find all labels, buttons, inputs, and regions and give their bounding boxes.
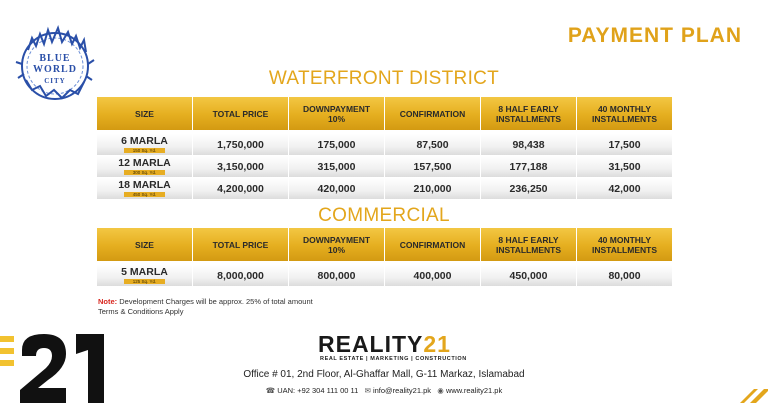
header-total-price: TOTAL PRICE [193,228,288,261]
page-title: PAYMENT PLAN [567,24,742,47]
header-downpayment: DOWNPAYMENT 10% [289,97,384,130]
website-link[interactable]: www.reality21.pk [445,386,503,395]
half-early-cell: 98,438 [481,134,576,155]
total-price-cell: 3,150,000 [193,156,288,177]
reality21-brand [318,332,451,356]
monthly-cell: 42,000 [577,178,672,199]
logo-line-1: BLUE [39,53,71,64]
size-cell: 6 MARLA 150 Sq. Yd. [97,134,192,155]
contact-line [0,386,768,395]
section-title-waterfront: WATERFRONT DISTRICT [268,68,500,89]
corner-stripes-decoration [734,383,768,403]
header-monthly: 40 MONTHLY INSTALLMENTS [577,97,672,130]
downpayment-cell: 175,000 [289,134,384,155]
office-address: Office # 01, 2nd Floor, Al-Ghaffar Mall, G-11 Markaz, Islamabad [243,369,525,380]
logo-line-2: WORLD [33,64,77,75]
header-total-price: TOTAL PRICE [193,97,288,130]
monthly-cell: 17,500 [577,134,672,155]
email-icon: ✉ [364,386,371,395]
header-confirmation: CONFIRMATION [385,97,480,130]
uan-text: UAN: +92 304 111 00 11 [277,386,359,395]
table-row [97,134,672,155]
blue-world-city-logo [12,24,98,104]
globe-icon: ◉ [437,386,444,395]
half-early-cell: 177,188 [481,156,576,177]
size-cell: 18 MARLA 450 Sq. Yd. [97,178,192,199]
total-price-cell: 4,200,000 [193,178,288,199]
downpayment-cell: 315,000 [289,156,384,177]
note-text: Development Charges will be approx. 25% of total amount [117,297,313,306]
email-link[interactable]: info@reality21.pk [372,386,432,395]
confirmation-cell: 87,500 [385,134,480,155]
total-price-cell: 8,000,000 [193,265,288,286]
size-cell: 5 MARLA 125 Sq. Yd. [97,265,192,286]
monthly-cell: 31,500 [577,156,672,177]
terms-text: Terms & Conditions Apply [98,307,184,316]
table-row [97,178,672,199]
table-row [97,156,672,177]
downpayment-cell: 420,000 [289,178,384,199]
header-downpayment: DOWNPAYMENT 10% [289,228,384,261]
header-size: SIZE [97,97,192,130]
total-price-cell: 1,750,000 [193,134,288,155]
logo-line-3: CITY [44,77,66,85]
brand-number: 21 [423,331,451,357]
table-row [97,265,672,286]
half-early-cell: 450,000 [481,265,576,286]
confirmation-cell: 400,000 [385,265,480,286]
header-size: SIZE [97,228,192,261]
header-confirmation: CONFIRMATION [385,228,480,261]
confirmation-cell: 210,000 [385,178,480,199]
downpayment-cell: 800,000 [289,265,384,286]
header-half-early: 8 HALF EARLY INSTALLMENTS [481,97,576,130]
brand-tagline: REAL ESTATE | MARKETING | CONSTRUCTION [320,356,467,362]
half-early-cell: 236,250 [481,178,576,199]
note-label: Note: [98,297,118,306]
confirmation-cell: 157,500 [385,156,480,177]
section-title-commercial: COMMERCIAL [318,205,450,226]
note-block [98,297,313,317]
phone-icon: ☎ [265,386,276,395]
monthly-cell: 80,000 [577,265,672,286]
header-half-early: 8 HALF EARLY INSTALLMENTS [481,228,576,261]
brand-text: REALITY [318,331,424,357]
size-cell: 12 MARLA 300 Sq. Yd. [97,156,192,177]
header-monthly: 40 MONTHLY INSTALLMENTS [577,228,672,261]
